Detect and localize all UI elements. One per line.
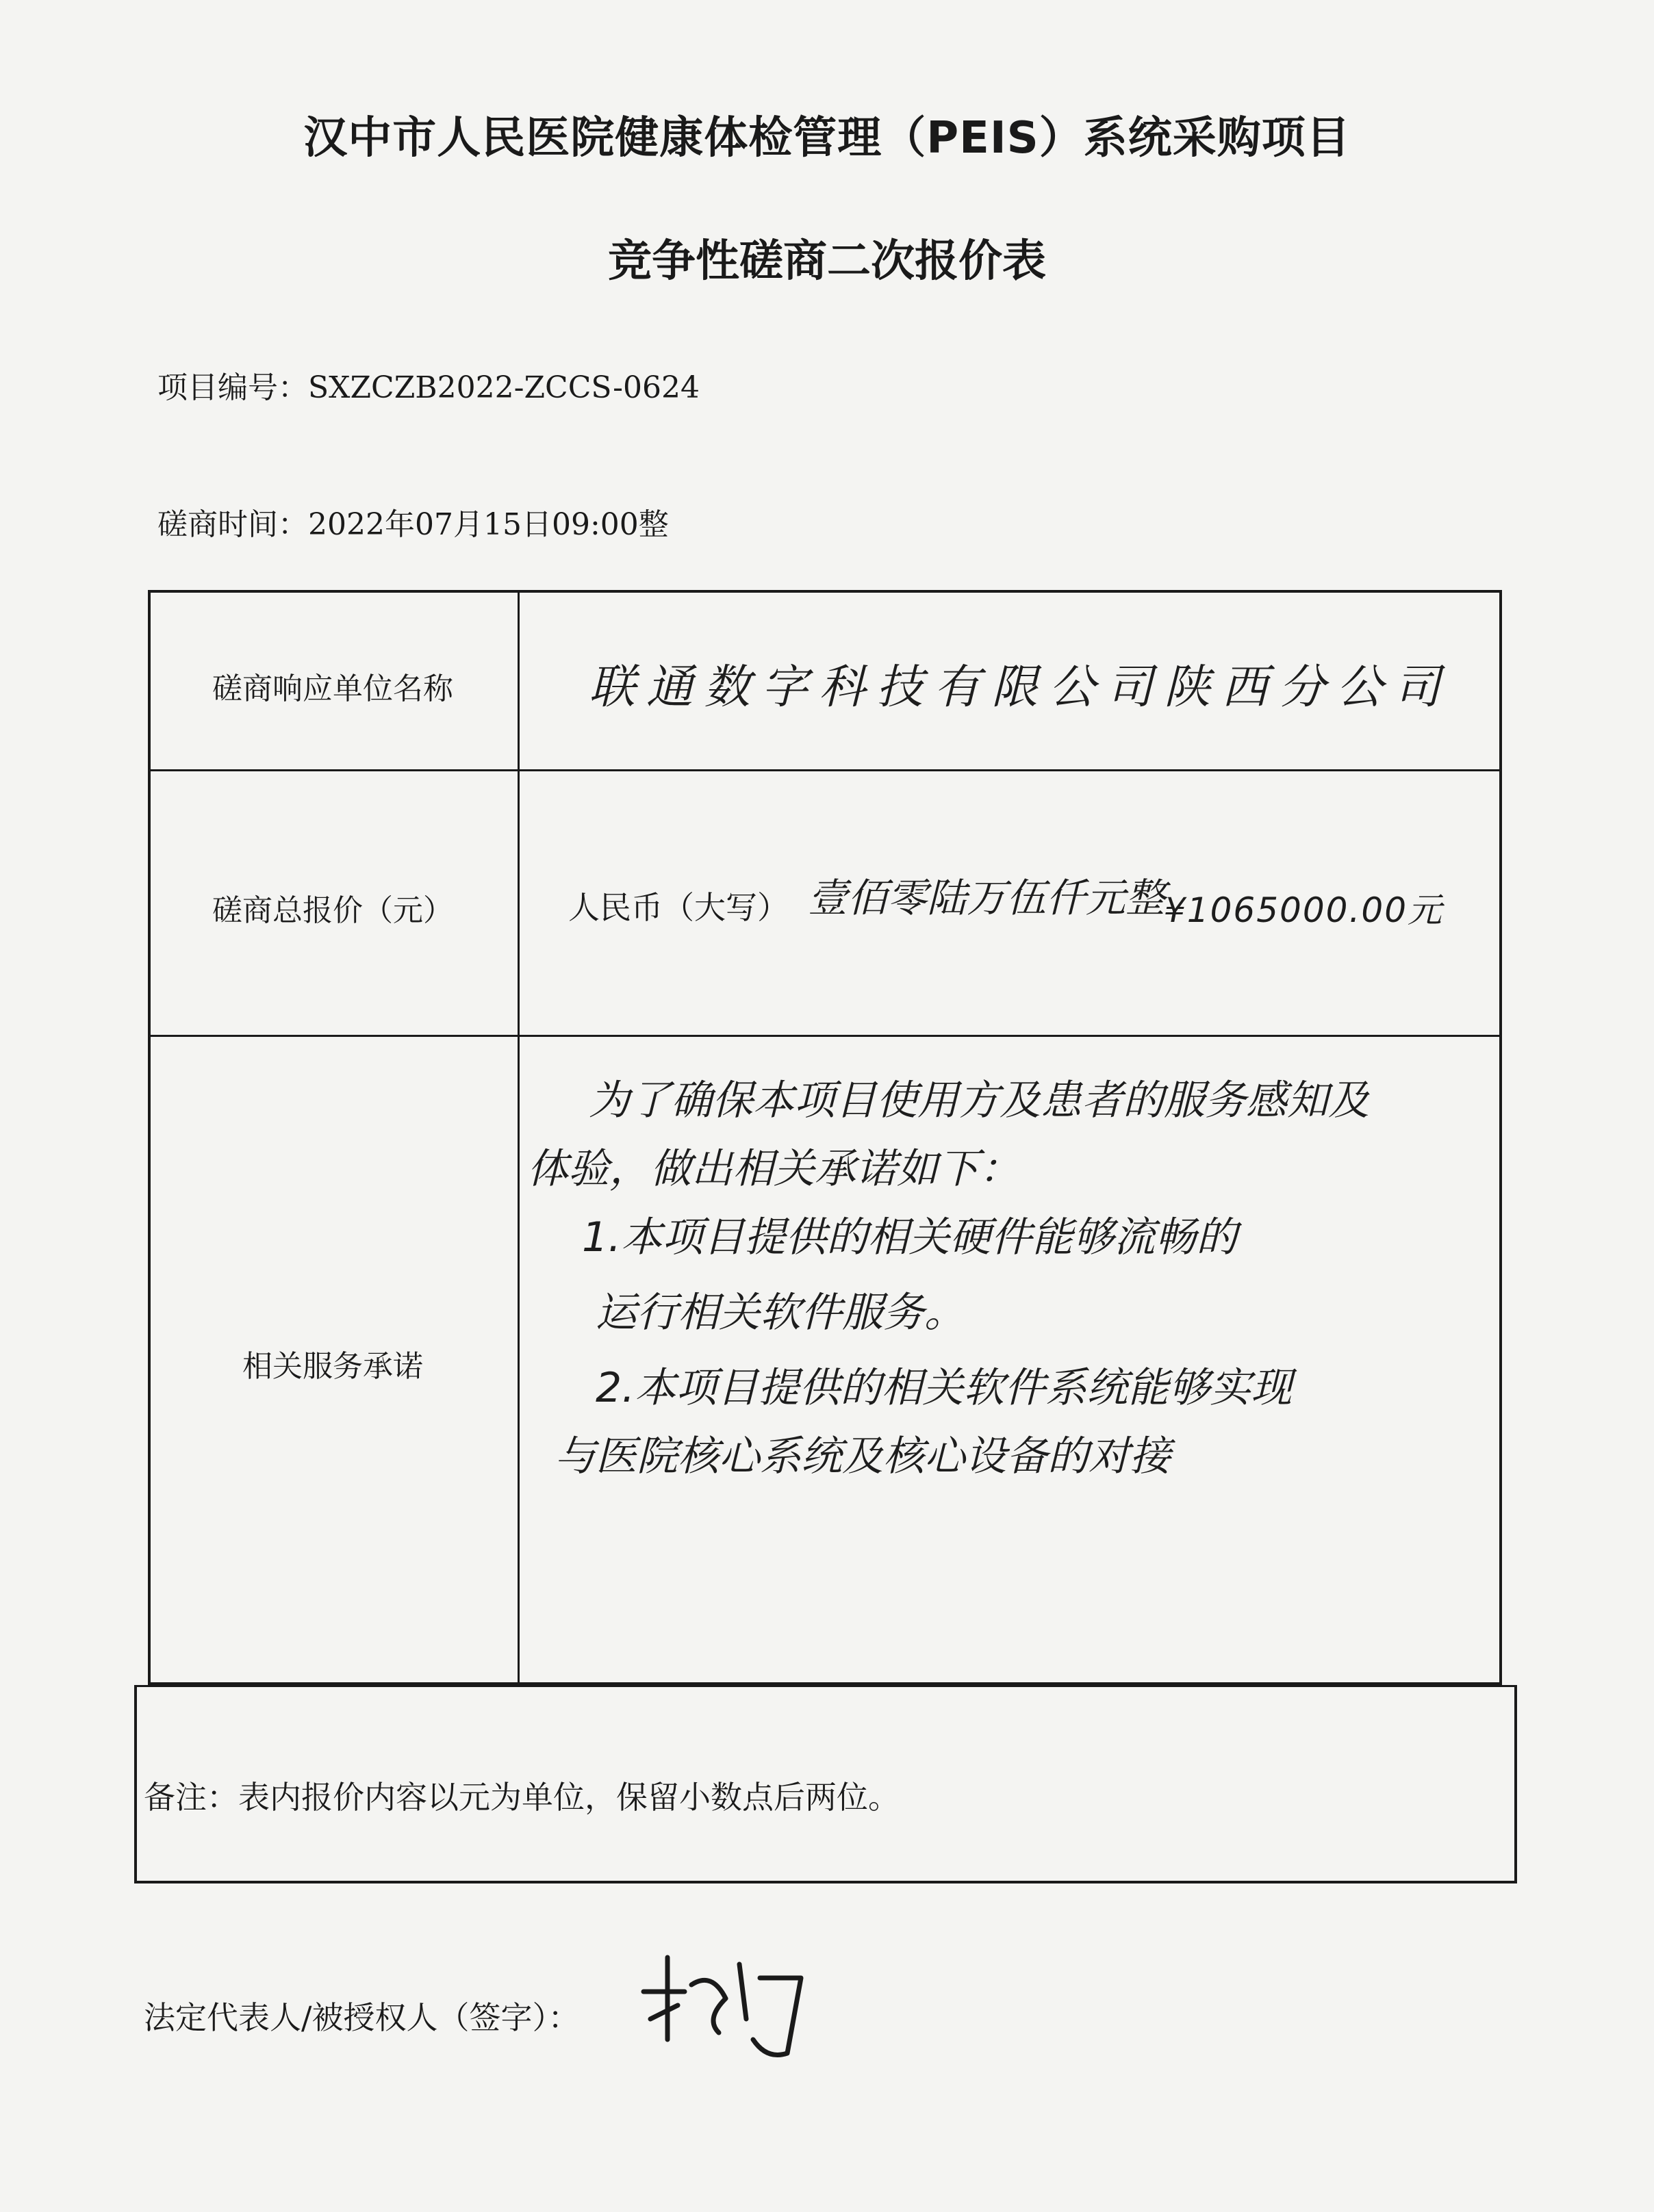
commitment-line: 1.本项目提供的相关硬件能够流畅的 — [582, 1213, 1238, 1261]
service-commitment-label: 相关服务承诺 — [242, 1349, 423, 1384]
project-code: 项目编号：SXZCZB2022-ZCCS-0624 — [157, 370, 700, 405]
column-divider — [518, 590, 520, 1685]
document-title: 汉中市人民医院健康体检管理（PEIS）系统采购项目 — [303, 113, 1351, 164]
amount-in-words: 壹佰零陆万伍仟元整 — [808, 875, 1166, 921]
remark-note: 备注：表内报价内容以元为单位，保留小数点后两位。 — [144, 1779, 900, 1816]
handwritten-signature — [630, 1937, 835, 2074]
document-subtitle: 竞争性磋商二次报价表 — [608, 236, 1046, 287]
row-divider — [134, 1685, 1517, 1687]
vendor-name-label: 磋商响应单位名称 — [212, 671, 453, 706]
commitment-line: 体验，做出相关承诺如下： — [527, 1145, 1020, 1193]
vendor-name-value: 联通数字科技有限公司陕西分公司 — [589, 660, 1452, 715]
commitment-line: 运行相关软件服务。 — [596, 1289, 965, 1337]
row-divider — [148, 1035, 1502, 1037]
commitment-line: 为了确保本项目使用方及患者的服务感知及 — [589, 1077, 1369, 1124]
consultation-time: 磋商时间：2022年07月15日09:00整 — [157, 507, 669, 542]
currency-prefix: 人民币（大写） — [568, 889, 789, 926]
signature-label: 法定代表人/被授权人（签字）： — [144, 1999, 580, 2036]
amount-in-numbers: ¥1065000.00元 — [1164, 890, 1444, 930]
commitment-line: 与医院核心系统及核心设备的对接 — [555, 1432, 1171, 1480]
total-price-label: 磋商总报价（元） — [212, 893, 453, 928]
commitment-line: 2.本项目提供的相关软件系统能够实现 — [596, 1364, 1293, 1412]
row-divider — [148, 769, 1502, 771]
